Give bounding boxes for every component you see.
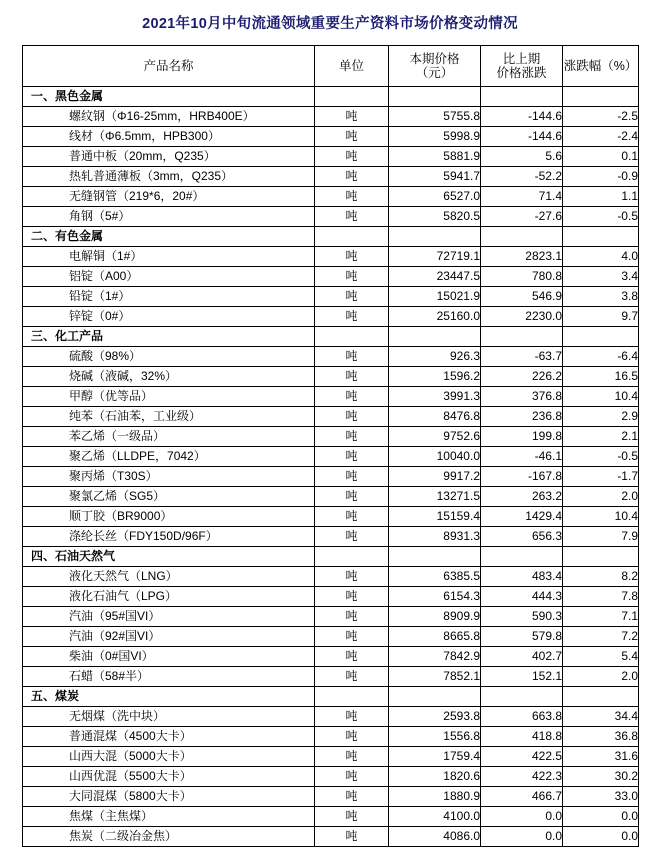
row-product-name: 螺纹钢（Φ16-25mm，HRB400E） bbox=[23, 107, 315, 127]
row-price-change: 1429.4 bbox=[481, 507, 563, 527]
row-current-price: 1596.2 bbox=[389, 367, 481, 387]
row-current-price: 7842.9 bbox=[389, 647, 481, 667]
row-unit: 吨 bbox=[315, 607, 389, 627]
table-row bbox=[23, 367, 639, 387]
table-row bbox=[23, 427, 639, 447]
row-current-price: 8665.8 bbox=[389, 627, 481, 647]
row-current-price: 3991.3 bbox=[389, 387, 481, 407]
row-change-rate bbox=[563, 227, 639, 247]
table-row bbox=[23, 247, 639, 267]
row-price-change: 422.5 bbox=[481, 747, 563, 767]
row-change-rate: 3.8 bbox=[563, 287, 639, 307]
row-unit: 吨 bbox=[315, 307, 389, 327]
column-header-change-rate: 涨跌幅（%） bbox=[563, 46, 639, 87]
row-unit: 吨 bbox=[315, 247, 389, 267]
row-product-name: 焦煤（主焦煤） bbox=[23, 807, 315, 827]
table-row bbox=[23, 227, 639, 247]
row-change-rate: 5.4 bbox=[563, 647, 639, 667]
row-current-price: 15021.9 bbox=[389, 287, 481, 307]
row-change-rate: 10.4 bbox=[563, 387, 639, 407]
table-row bbox=[23, 587, 639, 607]
row-product-name: 苯乙烯（一级品） bbox=[23, 427, 315, 447]
row-price-change: 466.7 bbox=[481, 787, 563, 807]
row-change-rate: -2.5 bbox=[563, 107, 639, 127]
row-price-change: -167.8 bbox=[481, 467, 563, 487]
row-group-label: 四、石油天然气 bbox=[23, 547, 315, 567]
row-group-label: 三、化工产品 bbox=[23, 327, 315, 347]
row-current-price: 6385.5 bbox=[389, 567, 481, 587]
row-product-name: 柴油（0#国VI） bbox=[23, 647, 315, 667]
column-header-product-name: 产品名称 bbox=[23, 46, 315, 87]
row-price-change: 780.8 bbox=[481, 267, 563, 287]
row-unit: 吨 bbox=[315, 667, 389, 687]
table-row bbox=[23, 647, 639, 667]
row-price-change: 579.8 bbox=[481, 627, 563, 647]
row-price-change: 444.3 bbox=[481, 587, 563, 607]
row-change-rate: 33.0 bbox=[563, 787, 639, 807]
row-unit: 吨 bbox=[315, 567, 389, 587]
row-unit: 吨 bbox=[315, 127, 389, 147]
row-group-label: 二、有色金属 bbox=[23, 227, 315, 247]
row-unit: 吨 bbox=[315, 347, 389, 367]
row-current-price: 10040.0 bbox=[389, 447, 481, 467]
table-row bbox=[23, 467, 639, 487]
row-product-name: 电解铜（1#） bbox=[23, 247, 315, 267]
row-current-price: 13271.5 bbox=[389, 487, 481, 507]
table-row bbox=[23, 787, 639, 807]
row-change-rate: 2.1 bbox=[563, 427, 639, 447]
row-price-change: 199.8 bbox=[481, 427, 563, 447]
row-unit bbox=[315, 227, 389, 247]
row-unit: 吨 bbox=[315, 827, 389, 847]
row-product-name: 硫酸（98%） bbox=[23, 347, 315, 367]
row-current-price: 9752.6 bbox=[389, 427, 481, 447]
table-row bbox=[23, 127, 639, 147]
row-current-price: 5941.7 bbox=[389, 167, 481, 187]
row-current-price: 926.3 bbox=[389, 347, 481, 367]
table-header-row bbox=[23, 46, 639, 87]
row-change-rate: -0.5 bbox=[563, 447, 639, 467]
row-change-rate bbox=[563, 87, 639, 107]
row-current-price: 5881.9 bbox=[389, 147, 481, 167]
table-row bbox=[23, 87, 639, 107]
row-unit: 吨 bbox=[315, 207, 389, 227]
row-product-name: 甲醇（优等品） bbox=[23, 387, 315, 407]
row-unit: 吨 bbox=[315, 787, 389, 807]
row-price-change: -46.1 bbox=[481, 447, 563, 467]
table-row bbox=[23, 607, 639, 627]
price-change-table bbox=[22, 45, 639, 847]
row-price-change: -144.6 bbox=[481, 127, 563, 147]
row-unit bbox=[315, 87, 389, 107]
table-body bbox=[23, 87, 639, 847]
row-current-price: 1880.9 bbox=[389, 787, 481, 807]
row-current-price: 25160.0 bbox=[389, 307, 481, 327]
table-row bbox=[23, 147, 639, 167]
row-price-change: 376.8 bbox=[481, 387, 563, 407]
row-product-name: 无缝钢管（219*6，20#） bbox=[23, 187, 315, 207]
row-current-price: 5820.5 bbox=[389, 207, 481, 227]
row-unit: 吨 bbox=[315, 747, 389, 767]
row-product-name: 聚氯乙烯（SG5） bbox=[23, 487, 315, 507]
table-row bbox=[23, 267, 639, 287]
row-price-change: -63.7 bbox=[481, 347, 563, 367]
row-change-rate: 7.9 bbox=[563, 527, 639, 547]
row-unit bbox=[315, 547, 389, 567]
row-unit: 吨 bbox=[315, 707, 389, 727]
row-price-change: 546.9 bbox=[481, 287, 563, 307]
table-row bbox=[23, 527, 639, 547]
row-price-change: 656.3 bbox=[481, 527, 563, 547]
column-header-current-price-line1: 本期价格 bbox=[409, 52, 460, 66]
row-unit: 吨 bbox=[315, 647, 389, 667]
column-header-unit: 单位 bbox=[315, 46, 389, 87]
page-title: 2021年10月中旬流通领域重要生产资料市场价格变动情况 bbox=[142, 16, 518, 32]
row-change-rate: 31.6 bbox=[563, 747, 639, 767]
row-unit: 吨 bbox=[315, 387, 389, 407]
row-unit: 吨 bbox=[315, 727, 389, 747]
table-row bbox=[23, 407, 639, 427]
row-unit: 吨 bbox=[315, 107, 389, 127]
row-change-rate: -2.4 bbox=[563, 127, 639, 147]
row-current-price: 4100.0 bbox=[389, 807, 481, 827]
table-row bbox=[23, 507, 639, 527]
row-product-name: 汽油（95#国VI） bbox=[23, 607, 315, 627]
row-change-rate: 30.2 bbox=[563, 767, 639, 787]
row-change-rate: 16.5 bbox=[563, 367, 639, 387]
row-price-change bbox=[481, 327, 563, 347]
column-header-change-line2: 价格涨跌 bbox=[496, 66, 547, 80]
table-row bbox=[23, 167, 639, 187]
row-price-change bbox=[481, 87, 563, 107]
row-unit: 吨 bbox=[315, 147, 389, 167]
row-price-change: 402.7 bbox=[481, 647, 563, 667]
row-product-name: 线材（Φ6.5mm，HPB300） bbox=[23, 127, 315, 147]
row-product-name: 涤纶长丝（FDY150D/96F） bbox=[23, 527, 315, 547]
row-product-name: 聚乙烯（LLDPE，7042） bbox=[23, 447, 315, 467]
table-row bbox=[23, 767, 639, 787]
row-current-price: 1759.4 bbox=[389, 747, 481, 767]
row-product-name: 聚丙烯（T30S） bbox=[23, 467, 315, 487]
row-current-price: 6154.3 bbox=[389, 587, 481, 607]
row-group-label: 五、煤炭 bbox=[23, 687, 315, 707]
row-current-price bbox=[389, 327, 481, 347]
table-row bbox=[23, 327, 639, 347]
row-current-price: 5998.9 bbox=[389, 127, 481, 147]
table-row bbox=[23, 707, 639, 727]
row-current-price: 4086.0 bbox=[389, 827, 481, 847]
row-price-change: 422.3 bbox=[481, 767, 563, 787]
row-change-rate: 0.0 bbox=[563, 827, 639, 847]
row-price-change: 483.4 bbox=[481, 567, 563, 587]
row-product-name: 焦炭（二级冶金焦） bbox=[23, 827, 315, 847]
table-row bbox=[23, 747, 639, 767]
row-change-rate: -6.4 bbox=[563, 347, 639, 367]
row-unit: 吨 bbox=[315, 467, 389, 487]
row-product-name: 热轧普通薄板（3mm，Q235） bbox=[23, 167, 315, 187]
row-product-name: 无烟煤（洗中块） bbox=[23, 707, 315, 727]
row-unit bbox=[315, 327, 389, 347]
row-change-rate: 7.8 bbox=[563, 587, 639, 607]
row-current-price: 2593.8 bbox=[389, 707, 481, 727]
row-product-name: 大同混煤（5800大卡） bbox=[23, 787, 315, 807]
row-change-rate: 1.1 bbox=[563, 187, 639, 207]
row-price-change: 0.0 bbox=[481, 827, 563, 847]
row-current-price: 15159.4 bbox=[389, 507, 481, 527]
row-change-rate: 2.9 bbox=[563, 407, 639, 427]
row-product-name: 液化天然气（LNG） bbox=[23, 567, 315, 587]
row-current-price bbox=[389, 87, 481, 107]
column-header-current-price bbox=[389, 46, 481, 87]
row-current-price: 8931.3 bbox=[389, 527, 481, 547]
row-current-price bbox=[389, 227, 481, 247]
row-change-rate: 9.7 bbox=[563, 307, 639, 327]
table-row bbox=[23, 567, 639, 587]
table-row bbox=[23, 727, 639, 747]
row-price-change: 236.8 bbox=[481, 407, 563, 427]
row-unit: 吨 bbox=[315, 507, 389, 527]
row-unit: 吨 bbox=[315, 627, 389, 647]
row-price-change: 418.8 bbox=[481, 727, 563, 747]
table-row bbox=[23, 347, 639, 367]
row-change-rate: -0.5 bbox=[563, 207, 639, 227]
table-row bbox=[23, 827, 639, 847]
row-change-rate: 4.0 bbox=[563, 247, 639, 267]
row-current-price: 72719.1 bbox=[389, 247, 481, 267]
table-row bbox=[23, 487, 639, 507]
row-price-change: 5.6 bbox=[481, 147, 563, 167]
row-unit: 吨 bbox=[315, 367, 389, 387]
row-change-rate: 8.2 bbox=[563, 567, 639, 587]
row-current-price: 1556.8 bbox=[389, 727, 481, 747]
row-change-rate bbox=[563, 687, 639, 707]
row-current-price: 9917.2 bbox=[389, 467, 481, 487]
row-unit: 吨 bbox=[315, 407, 389, 427]
row-product-name: 液化石油气（LPG） bbox=[23, 587, 315, 607]
row-product-name: 山西大混（5000大卡） bbox=[23, 747, 315, 767]
row-product-name: 纯苯（石油苯，工业级） bbox=[23, 407, 315, 427]
row-product-name: 汽油（92#国VI） bbox=[23, 627, 315, 647]
row-change-rate: 36.8 bbox=[563, 727, 639, 747]
row-product-name: 普通混煤（4500大卡） bbox=[23, 727, 315, 747]
row-change-rate: 3.4 bbox=[563, 267, 639, 287]
row-change-rate: -0.9 bbox=[563, 167, 639, 187]
row-current-price: 7852.1 bbox=[389, 667, 481, 687]
row-product-name: 顺丁胶（BR9000） bbox=[23, 507, 315, 527]
table-row bbox=[23, 547, 639, 567]
row-price-change: -27.6 bbox=[481, 207, 563, 227]
row-change-rate: 2.0 bbox=[563, 487, 639, 507]
row-unit: 吨 bbox=[315, 267, 389, 287]
column-header-change bbox=[481, 46, 563, 87]
row-price-change: 0.0 bbox=[481, 807, 563, 827]
table-row bbox=[23, 287, 639, 307]
table-header bbox=[23, 46, 639, 87]
row-price-change: 152.1 bbox=[481, 667, 563, 687]
row-price-change: 226.2 bbox=[481, 367, 563, 387]
row-price-change: 663.8 bbox=[481, 707, 563, 727]
row-change-rate: 0.0 bbox=[563, 807, 639, 827]
row-price-change: 590.3 bbox=[481, 607, 563, 627]
table-row bbox=[23, 667, 639, 687]
row-product-name: 角钢（5#） bbox=[23, 207, 315, 227]
row-change-rate: 34.4 bbox=[563, 707, 639, 727]
column-header-change-line1: 比上期 bbox=[502, 52, 541, 66]
table-row bbox=[23, 447, 639, 467]
row-change-rate: 10.4 bbox=[563, 507, 639, 527]
row-price-change: 263.2 bbox=[481, 487, 563, 507]
table-row bbox=[23, 107, 639, 127]
row-product-name: 山西优混（5500大卡） bbox=[23, 767, 315, 787]
row-price-change bbox=[481, 687, 563, 707]
row-price-change bbox=[481, 547, 563, 567]
row-unit: 吨 bbox=[315, 767, 389, 787]
table-row bbox=[23, 307, 639, 327]
row-product-name: 铝锭（A00） bbox=[23, 267, 315, 287]
row-price-change: 2823.1 bbox=[481, 247, 563, 267]
row-product-name: 铅锭（1#） bbox=[23, 287, 315, 307]
row-unit: 吨 bbox=[315, 187, 389, 207]
row-change-rate: 7.1 bbox=[563, 607, 639, 627]
row-change-rate: 7.2 bbox=[563, 627, 639, 647]
row-price-change bbox=[481, 227, 563, 247]
table-row bbox=[23, 687, 639, 707]
row-current-price: 23447.5 bbox=[389, 267, 481, 287]
row-current-price: 1820.6 bbox=[389, 767, 481, 787]
table-row bbox=[23, 627, 639, 647]
row-product-name: 锌锭（0#） bbox=[23, 307, 315, 327]
row-change-rate bbox=[563, 547, 639, 567]
table-row bbox=[23, 207, 639, 227]
row-unit: 吨 bbox=[315, 287, 389, 307]
row-current-price: 5755.8 bbox=[389, 107, 481, 127]
row-group-label: 一、黑色金属 bbox=[23, 87, 315, 107]
row-change-rate: -1.7 bbox=[563, 467, 639, 487]
row-product-name: 石蜡（58#半） bbox=[23, 667, 315, 687]
row-product-name: 普通中板（20mm，Q235） bbox=[23, 147, 315, 167]
row-current-price: 6527.0 bbox=[389, 187, 481, 207]
row-current-price bbox=[389, 687, 481, 707]
row-unit: 吨 bbox=[315, 167, 389, 187]
row-current-price bbox=[389, 547, 481, 567]
row-price-change: -52.2 bbox=[481, 167, 563, 187]
row-change-rate bbox=[563, 327, 639, 347]
row-price-change: 2230.0 bbox=[481, 307, 563, 327]
column-header-current-price-line2: （元） bbox=[415, 66, 454, 80]
row-product-name: 烧碱（液碱，32%） bbox=[23, 367, 315, 387]
row-price-change: -144.6 bbox=[481, 107, 563, 127]
table-row bbox=[23, 807, 639, 827]
row-current-price: 8476.8 bbox=[389, 407, 481, 427]
row-current-price: 8909.9 bbox=[389, 607, 481, 627]
table-row bbox=[23, 387, 639, 407]
row-unit: 吨 bbox=[315, 527, 389, 547]
row-change-rate: 0.1 bbox=[563, 147, 639, 167]
row-unit bbox=[315, 687, 389, 707]
row-unit: 吨 bbox=[315, 447, 389, 467]
table-row bbox=[23, 187, 639, 207]
row-unit: 吨 bbox=[315, 587, 389, 607]
row-unit: 吨 bbox=[315, 487, 389, 507]
row-unit: 吨 bbox=[315, 427, 389, 447]
row-price-change: 71.4 bbox=[481, 187, 563, 207]
row-unit: 吨 bbox=[315, 807, 389, 827]
row-change-rate: 2.0 bbox=[563, 667, 639, 687]
